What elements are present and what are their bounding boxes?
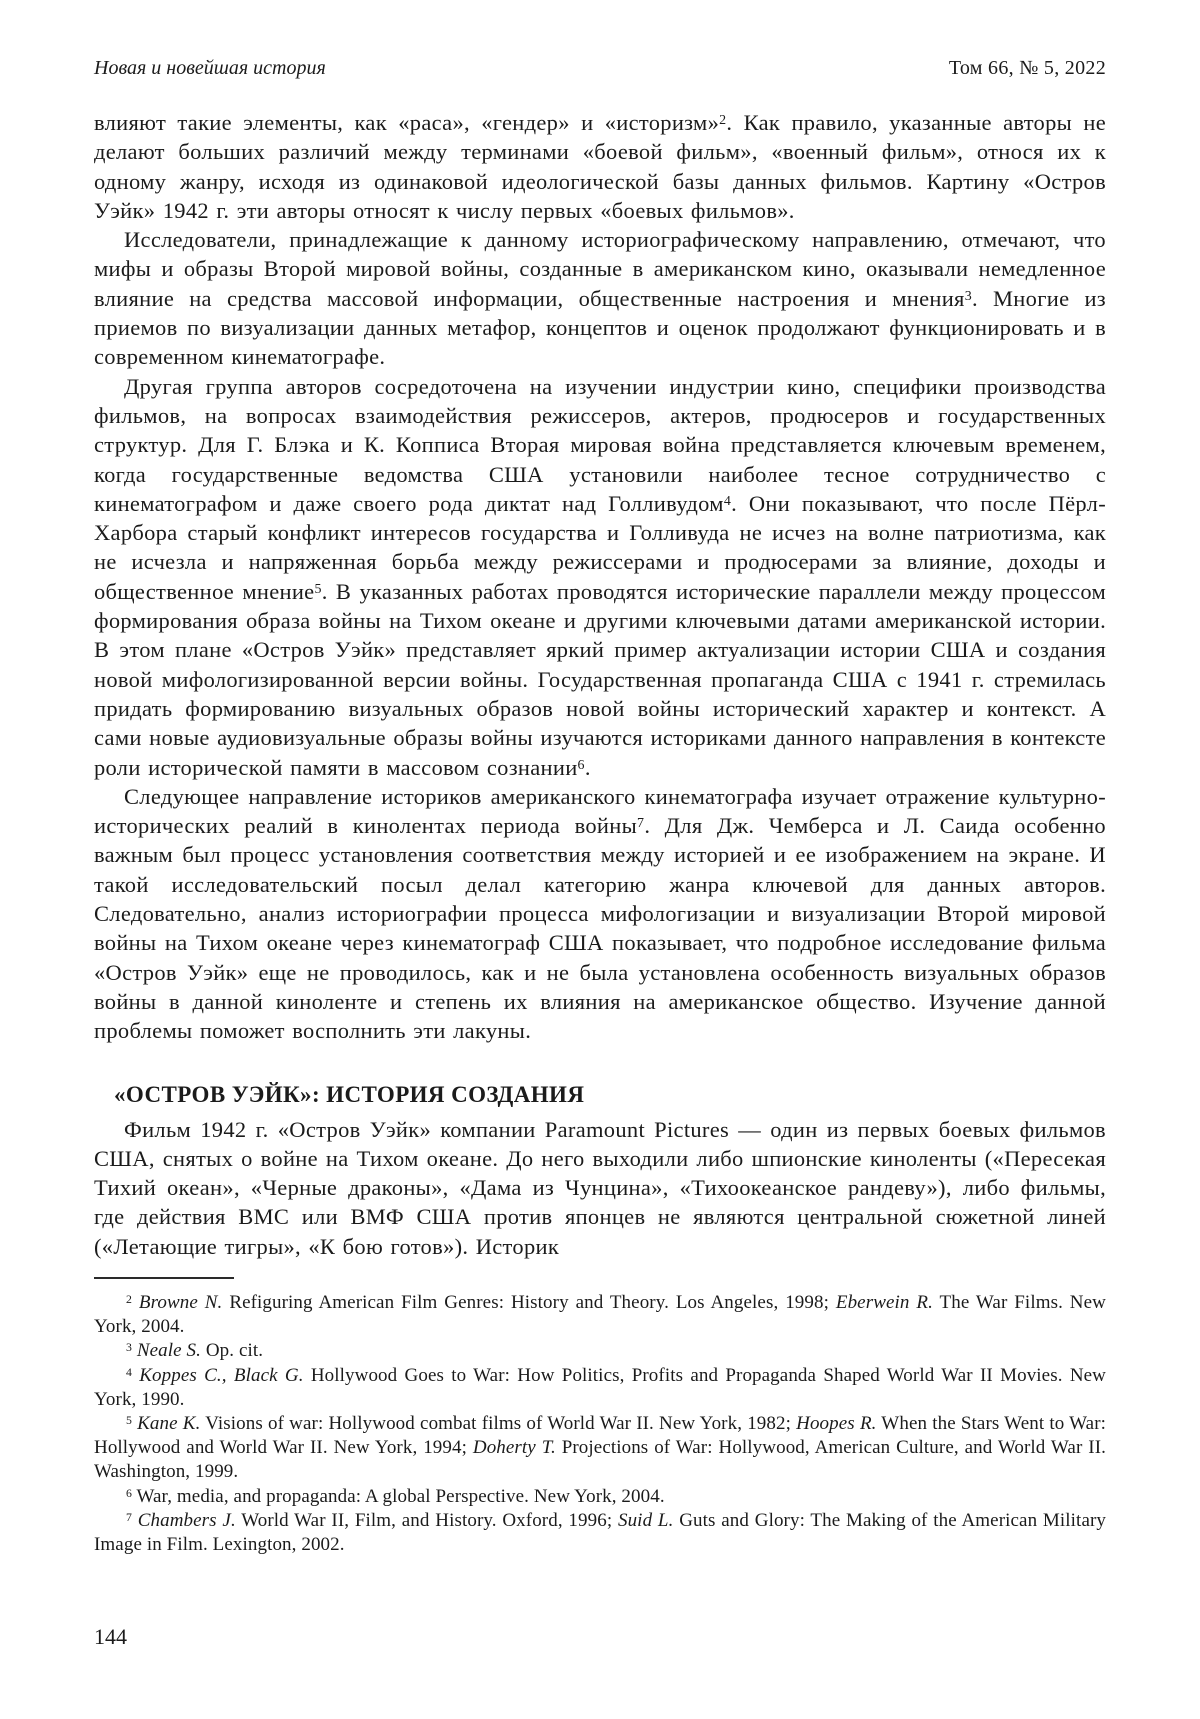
text-run: Исследователи, принадлежащие к данному историографическому направлению, отмечают, что мифы и образы Второй мировой войны, созданные в американском кино, оказывали немедленное влияние на средства массовой информации, общественные настроения и мнения [94, 227, 1106, 311]
text-run: Следующее направление историков американского кинематографа изучает отражение культурно-исторических реалий в кинолентах периода войны [94, 783, 1106, 839]
text-run: The War Films. New York, 2004. [94, 1291, 1106, 1338]
footnote-number: 6 [126, 1486, 132, 1500]
italic-author-name: Kane K. [137, 1413, 201, 1434]
footnote-ref: 7 [637, 816, 645, 832]
footnote-number: 7 [126, 1510, 132, 1524]
text-run: When the Stars Went to War: Hollywood and World War II. New York, 1994; [94, 1413, 1106, 1459]
text-run: . Многие из приемов по визуализации данных метафор, концептов и оценок продолжают функционировать и в современном кинематографе. [94, 285, 1106, 370]
text-run: . Для Дж. Чемберса и Л. Саида особенно важным был процесс установления соответствия между историей и ее изображением на экране. И такой исследовательский посыл делал категорию жанра ключевой для данных авторов. Следовательно, анализ историографии процесса мифологизации и визуализации Второй мировой войны на Тихом океане через кинематограф США показывает, что подробное исследование фильма «Остров Уэйк» еще не проводилось, как и не была установлена особенность визуальных образов войны в данной киноленте и степень их влияния на американское общество. Изучение данной проблемы поможет восполнить эти лакуны. [94, 813, 1106, 1044]
footnote-item [94, 1509, 1106, 1557]
text-run: . Как правило, указанные авторы не делают больших различий между терминами «боевой фильм», «военный фильм», относя их к одному жанру, исходя из одинаковой идеологической базы данных фильмов. Картину «Остров Уэйк» 1942 г. эти авторы относят к числу первых «боевых фильмов». [94, 110, 1106, 223]
footnotes [94, 1291, 1106, 1557]
italic-author-name: Eberwein R. [835, 1291, 933, 1313]
footnote-number: 5 [126, 1414, 132, 1428]
italic-author-name: Browne N. [138, 1291, 223, 1313]
footnote-number: 4 [126, 1365, 132, 1379]
text-run: Другая группа авторов сосредоточена на изучении индустрии кино, специфики производства фильмов, на вопросах взаимодействия режиссеров, актеров, продюсеров и государственных структур. Для Г. Блэка и К. Копписа Вторая мировая война представляется ключевым временем, когда государственные ведомства США установили наиболее тесное сотрудничество с кинематографом и даже своего рода диктат над Голливудом [94, 373, 1106, 516]
section-heading: «ОСТРОВ УЭЙК»: ИСТОРИЯ СОЗДАНИЯ [114, 1081, 585, 1107]
footnote-ref: 5 [314, 581, 322, 597]
journal-title: Новая и новейшая история [94, 57, 326, 79]
footnote-ref: 6 [577, 757, 585, 773]
italic-author-name: Hoopes R. [796, 1413, 877, 1434]
article-body [94, 108, 1106, 1261]
footnote-number: 2 [126, 1293, 132, 1307]
text-run: World War II, Film, and History. Oxford, 1996; [235, 1509, 618, 1531]
body-paragraph [94, 225, 1106, 371]
page-number: 144 [94, 1624, 127, 1649]
page-header [94, 56, 1106, 80]
italic-author-name: Doherty T. [472, 1437, 556, 1459]
text-run: . Они показывают, что после Пёрл-Харбора старый конфликт интересов государства и Голливуда не исчез на волне патриотизма, как не исчезла и напряженная борьба между режиссерами и продюсерами за влияние, доходы и общественное мнение [94, 490, 1106, 604]
text-run: Refiguring American Film Genres: History and Theory. Los Angeles, 1998; [222, 1291, 836, 1313]
text-run: . [584, 754, 591, 780]
footnote-item [94, 1412, 1106, 1485]
text-run: влияют такие элементы, как «раса», «гендер» и «историзм» [94, 110, 720, 135]
italic-author-name: Suid L. [617, 1509, 674, 1531]
footnote-item [94, 1291, 1106, 1339]
body-paragraph [94, 108, 1106, 225]
issue-info: Том 66, № 5, 2022 [948, 57, 1106, 79]
text-run: Visions of war: Hollywood combat films of World War II. New York, 1982; [200, 1413, 797, 1434]
italic-author-name: Chambers J. [137, 1509, 236, 1531]
text-run: . В указанных работах проводятся исторические параллели между процессом формирования образа войны на Тихом океане и другими ключевыми датами американской истории. В этом плане «Остров Уэйк» представляет яркий пример актуализации истории США и создания новой мифологизированной версии войны. Государственная пропаганда США с 1941 г. стремилась придать формированию визуальных образов новой войны исторический характер и контекст. А сами новые аудиовизуальные образы войны изучаются историками данного направления в контексте роли исторической памяти в массовом сознании [94, 578, 1106, 780]
text-run: Op. cit. [200, 1340, 264, 1362]
text-run: Hollywood Goes to War: How Politics, Profits and Propaganda Shaped World War II Movies. New York, 1990. [94, 1364, 1106, 1410]
text-run: War, media, and propaganda: A global Perspective. New York, 2004. [136, 1485, 665, 1507]
body-paragraph [94, 372, 1106, 782]
body-paragraph [94, 782, 1106, 1046]
italic-author-name: Neale S. [136, 1340, 201, 1362]
footnote-item [94, 1364, 1106, 1412]
footnote-item [94, 1485, 1106, 1509]
footnote-ref: 4 [723, 494, 732, 510]
footnote-divider [94, 1277, 234, 1279]
footnote-ref: 2 [719, 113, 727, 129]
body-paragraph [94, 1115, 1106, 1261]
italic-author-name: Koppes C., Black G. [139, 1364, 304, 1386]
footnote-number: 3 [126, 1341, 132, 1355]
text-run: Projections of War: Hollywood, American Culture, and World War II. Washington, 1999. [94, 1437, 1106, 1483]
text-run: Фильм 1942 г. «Остров Уэйк» компании Paramount Pictures — один из первых боевых фильмов США, снятых о войне на Тихом океане. До него выходили либо шпионские киноленты («Пересекая Тихий океан», «Черные драконы», «Дама из Чунцина», «Тихоокеанское рандеву»), либо фильмы, где действия ВМС или ВМФ США против японцев не являются центральной сюжетной линей («Летающие тигры», «К бою готов»). Историк [94, 1116, 1106, 1259]
text-run: Guts and Glory: The Making of the American Military Image in Film. Lexington, 2002. [94, 1509, 1106, 1556]
footnote-item [94, 1339, 1106, 1363]
footnote-ref: 3 [964, 288, 972, 304]
